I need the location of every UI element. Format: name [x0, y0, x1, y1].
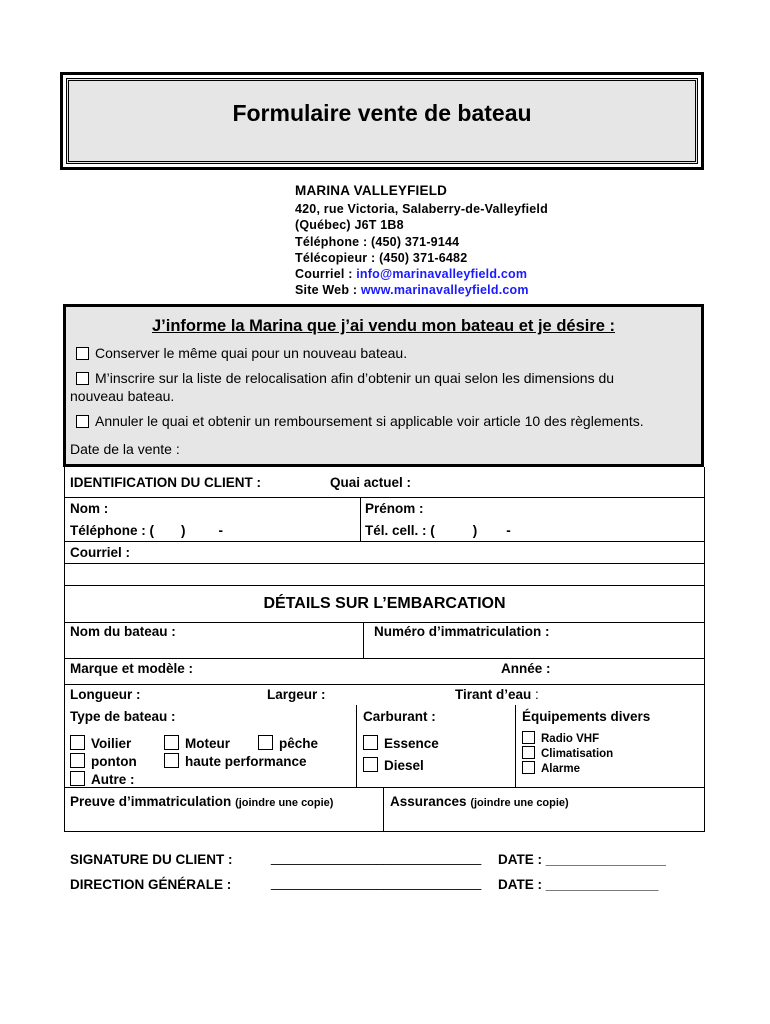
type-fishing-option [258, 735, 318, 751]
sail-label: Voilier [91, 736, 132, 751]
cell-label: Tél. cell. : ( [365, 523, 435, 538]
fishing-label: pêche [279, 736, 319, 751]
insurance-note: (joindre une copie) [470, 797, 569, 809]
vhf-label: Radio VHF [541, 733, 600, 745]
notice-heading: J’informe la Marina que j’ai vendu mon bateau et je désire : [151, 317, 616, 335]
phone-field[interactable] [70, 523, 223, 538]
marina-name: MARINA VALLEYFIELD [295, 183, 448, 198]
marina-email-line [295, 267, 527, 281]
management-signature-label: DIRECTION GÉNÉRALE : [70, 877, 232, 892]
equipment-vhf-option [522, 731, 599, 745]
sale-date-field[interactable]: Date de la vente : [70, 441, 180, 457]
sail-checkbox[interactable] [70, 735, 85, 750]
gas-checkbox[interactable] [363, 735, 378, 750]
fuel-gas-option [363, 735, 439, 751]
column-divider [356, 705, 357, 787]
column-divider [360, 497, 361, 541]
insurance-field[interactable] [390, 794, 569, 809]
marina-web-line [295, 283, 529, 297]
relocation-label-line1: M’inscrire sur la liste de relocalisation afin d’obtenir un quai selon les dimensions du [95, 370, 615, 386]
ac-checkbox[interactable] [522, 746, 535, 759]
row-divider [64, 541, 705, 542]
other-label: Autre : [91, 772, 135, 787]
marina-email-link[interactable]: info@marinavalleyfield.com [356, 267, 528, 281]
pontoon-checkbox[interactable] [70, 753, 85, 768]
row-divider [64, 563, 705, 564]
last-name-field[interactable]: Nom : [70, 501, 109, 516]
row-divider [64, 585, 705, 586]
performance-checkbox[interactable] [164, 753, 179, 768]
relocation-label-line2: nouveau bateau. [70, 388, 175, 404]
vhf-checkbox[interactable] [522, 731, 535, 744]
column-divider [383, 787, 384, 831]
table-bottom-border [64, 831, 705, 832]
option-relocation [76, 370, 614, 386]
management-signature-date[interactable]: DATE : _______________ [498, 877, 659, 892]
table-left-border [64, 467, 65, 832]
type-sail-option [70, 735, 131, 751]
option-cancel-dock [76, 413, 644, 429]
cancel-dock-checkbox[interactable] [76, 415, 89, 428]
alarm-label: Alarme [541, 763, 580, 775]
page-title: Formulaire vente de bateau [232, 100, 532, 126]
boat-name-field[interactable]: Nom du bateau : [70, 624, 176, 639]
registration-proof-field[interactable] [70, 794, 333, 809]
alarm-checkbox[interactable] [522, 761, 535, 774]
motor-label: Moteur [185, 736, 230, 751]
cancel-dock-label: Annuler le quai et obtenir un remboursement si applicable voir article 10 des règlements. [95, 413, 644, 429]
keep-dock-checkbox[interactable] [76, 347, 89, 360]
current-dock-field[interactable]: Quai actuel : [330, 475, 412, 490]
equipment-ac-option [522, 746, 613, 760]
insurance-label: Assurances [390, 794, 467, 809]
phone-label: Téléphone : ( [70, 523, 154, 538]
option-keep-dock [76, 345, 407, 361]
proof-label: Preuve d’immatriculation [70, 794, 232, 809]
management-signature-line[interactable]: ____________________________ [271, 875, 482, 890]
length-field[interactable]: Longueur : [70, 687, 141, 702]
email-field[interactable]: Courriel : [70, 545, 131, 560]
registration-number-field[interactable]: Numéro d’immatriculation : [374, 624, 550, 639]
cell-field[interactable] [365, 523, 511, 538]
fishing-checkbox[interactable] [258, 735, 273, 750]
row-divider [64, 787, 705, 788]
row-divider [64, 684, 705, 685]
year-field[interactable]: Année : [501, 661, 551, 676]
equipment-label: Équipements divers [522, 709, 651, 724]
type-motor-option [164, 735, 230, 751]
phone-dash: - [218, 523, 223, 538]
marina-address-line2: (Québec) J6T 1B8 [295, 218, 404, 232]
cell-paren: ) [472, 523, 478, 538]
fuel-label: Carburant : [363, 709, 436, 724]
draft-field[interactable] [455, 687, 539, 702]
width-field[interactable]: Largeur : [267, 687, 326, 702]
marina-address-line1: 420, rue Victoria, Salaberry-de-Valleyfield [295, 202, 548, 216]
motor-checkbox[interactable] [164, 735, 179, 750]
type-pontoon-option [70, 753, 137, 769]
boat-type-label: Type de bateau : [70, 709, 176, 724]
marina-web-link[interactable]: www.marinavalleyfield.com [360, 283, 529, 297]
draft-colon: : [535, 687, 539, 702]
marina-phone: Téléphone : (450) 371-9144 [295, 235, 460, 249]
type-performance-option [164, 753, 307, 769]
client-signature-label: SIGNATURE DU CLIENT : [70, 852, 233, 867]
phone-paren: ) [181, 523, 186, 538]
row-divider [64, 622, 705, 623]
marina-fax: Télécopieur : (450) 371-6482 [295, 251, 468, 265]
cell-dash: - [506, 523, 511, 538]
marina-web-label: Site Web : [295, 283, 361, 297]
gas-label: Essence [384, 736, 439, 751]
keep-dock-label: Conserver le même quai pour un nouveau bateau. [95, 345, 408, 361]
row-divider [64, 658, 705, 659]
column-divider [363, 622, 364, 658]
ac-label: Climatisation [541, 748, 614, 760]
fuel-diesel-option [363, 757, 424, 773]
row-divider [64, 497, 705, 498]
proof-note: (joindre une copie) [235, 797, 334, 809]
marina-email-label: Courriel : [295, 267, 357, 281]
column-divider [515, 705, 516, 787]
diesel-checkbox[interactable] [363, 757, 378, 772]
client-section-title: IDENTIFICATION DU CLIENT : [70, 475, 261, 490]
other-checkbox[interactable] [70, 771, 85, 786]
type-other-option [70, 771, 135, 787]
make-model-field[interactable]: Marque et modèle : [70, 661, 194, 676]
diesel-label: Diesel [384, 758, 424, 773]
equipment-alarm-option [522, 761, 580, 775]
client-signature-date[interactable]: DATE : ________________ [498, 852, 666, 867]
first-name-field[interactable]: Prénom : [365, 501, 424, 516]
boat-section-title: DÉTAILS SUR L’EMBARCATION [263, 595, 506, 612]
table-right-border [704, 467, 705, 832]
performance-label: haute performance [185, 754, 307, 769]
relocation-checkbox[interactable] [76, 372, 89, 385]
client-signature-line[interactable]: ____________________________ [271, 850, 482, 865]
pontoon-label: ponton [91, 754, 137, 769]
draft-label: Tirant d’eau [455, 687, 532, 702]
